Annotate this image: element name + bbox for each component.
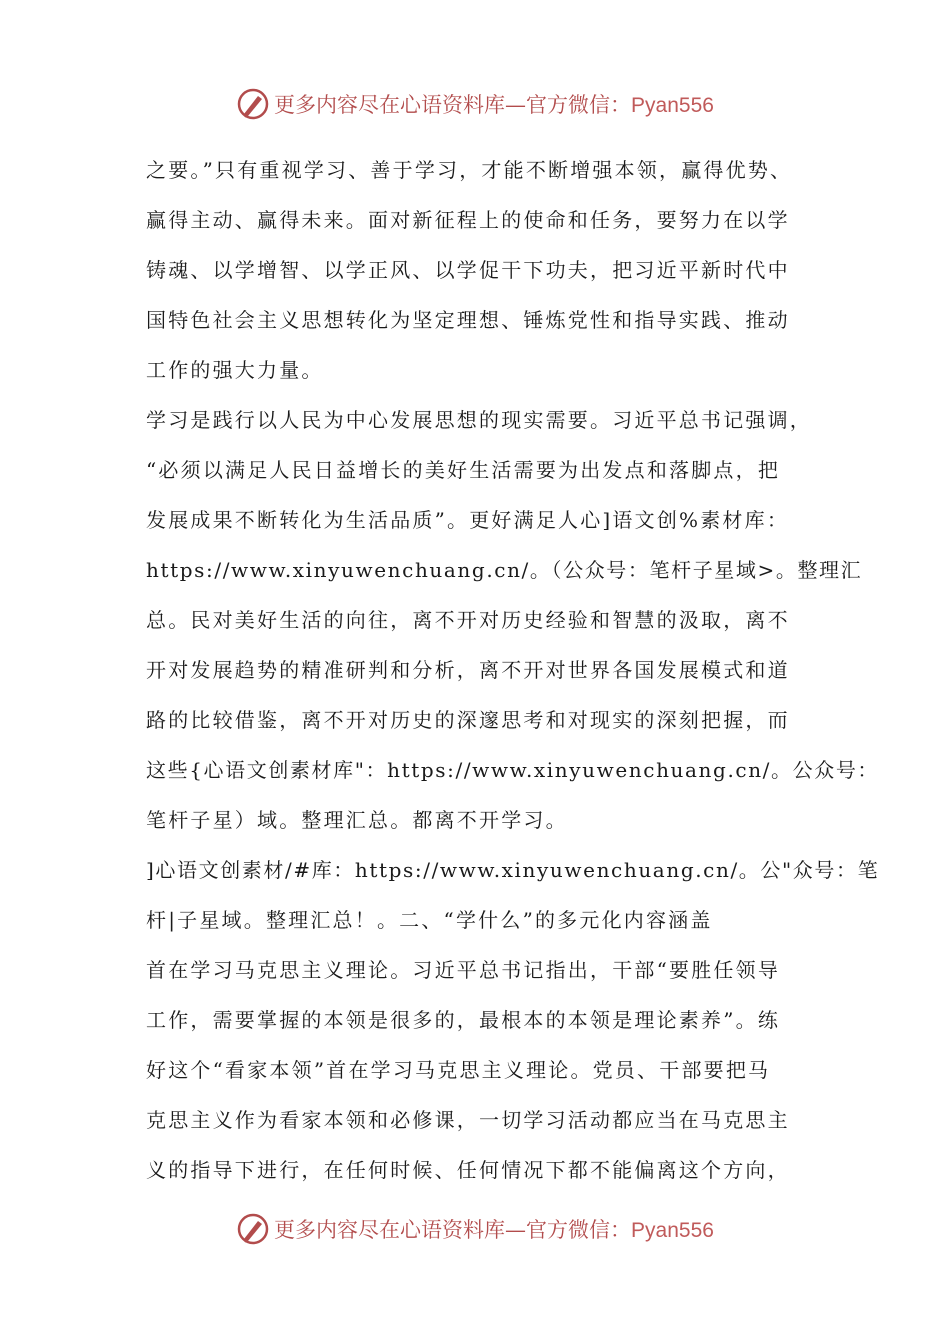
banner-text: 更多内容尽在心语资料库—官方微信：Pyan556 bbox=[274, 93, 714, 117]
text-line: 总。民对美好生活的向往，离不开对历史经验和智慧的汲取，离不 bbox=[146, 608, 790, 632]
pen-logo-icon bbox=[236, 87, 270, 121]
text-line: 之要。”只有重视学习、善于学习，才能不断增强本领，赢得优势、 bbox=[146, 158, 793, 182]
text-line: 好这个“看家本领”首在学习马克思主义理论。党员、干部要把马 bbox=[146, 1058, 771, 1082]
text-line: 笔杆子星）域。整理汇总。都离不开学习。 bbox=[146, 808, 568, 832]
text-line: 克思主义作为看家本领和必修课，一切学习活动都应当在马克思主 bbox=[146, 1108, 790, 1132]
banner-text: 更多内容尽在心语资料库—官方微信：Pyan556 bbox=[274, 1218, 714, 1242]
text-line: 路的比较借鉴，离不开对历史的深邃思考和对现实的深刻把握，而 bbox=[146, 708, 790, 732]
pen-logo-icon bbox=[236, 1212, 270, 1246]
text-line: https://www.xinyuwenchuang.cn/。（公众号：笔杆子星域>。整理汇 bbox=[146, 558, 863, 582]
text-line: 国特色社会主义思想转化为坚定理想、锤炼党性和指导实践、推动 bbox=[146, 308, 790, 332]
text-line: 学习是践行以人民为中心发展思想的现实需要。习近平总书记强调， bbox=[146, 408, 812, 432]
text-line: 这些{心语文创素材库"：https://www.xinyuwenchuang.cn/。公众号： bbox=[146, 758, 880, 782]
header-banner bbox=[0, 82, 950, 126]
text-line: 首在学习马克思主义理论。习近平总书记指出，干部“要胜任领导 bbox=[146, 958, 781, 982]
text-line: 铸魂、以学增智、以学正风、以学促干下功夫，把习近平新时代中 bbox=[146, 258, 790, 282]
text-line: 发展成果不断转化为生活品质”。更好满足人心]语文创%素材库： bbox=[146, 508, 790, 532]
text-line: 义的指导下进行，在任何时候、任何情况下都不能偏离这个方向， bbox=[146, 1158, 790, 1182]
text-line: 杆|子星域。整理汇总！。二、“学什么”的多元化内容涵盖 bbox=[146, 908, 713, 932]
footer-banner bbox=[0, 1207, 950, 1251]
text-line: 开对发展趋势的精准研判和分析，离不开对世界各国发展模式和道 bbox=[146, 658, 790, 682]
text-line: 工作，需要掌握的本领是很多的，最根本的本领是理论素养”。练 bbox=[146, 1008, 781, 1032]
text-line: “必须以满足人民日益增长的美好生活需要为出发点和落脚点，把 bbox=[146, 458, 781, 482]
text-line: ]心语文创素材/#库：https://www.xinyuwenchuang.cn/。公"众号：笔 bbox=[146, 858, 880, 882]
text-line: 工作的强大力量。 bbox=[146, 358, 324, 382]
document-body bbox=[146, 148, 880, 1198]
text-line: 赢得主动、赢得未来。面对新征程上的使命和任务，要努力在以学 bbox=[146, 208, 790, 232]
